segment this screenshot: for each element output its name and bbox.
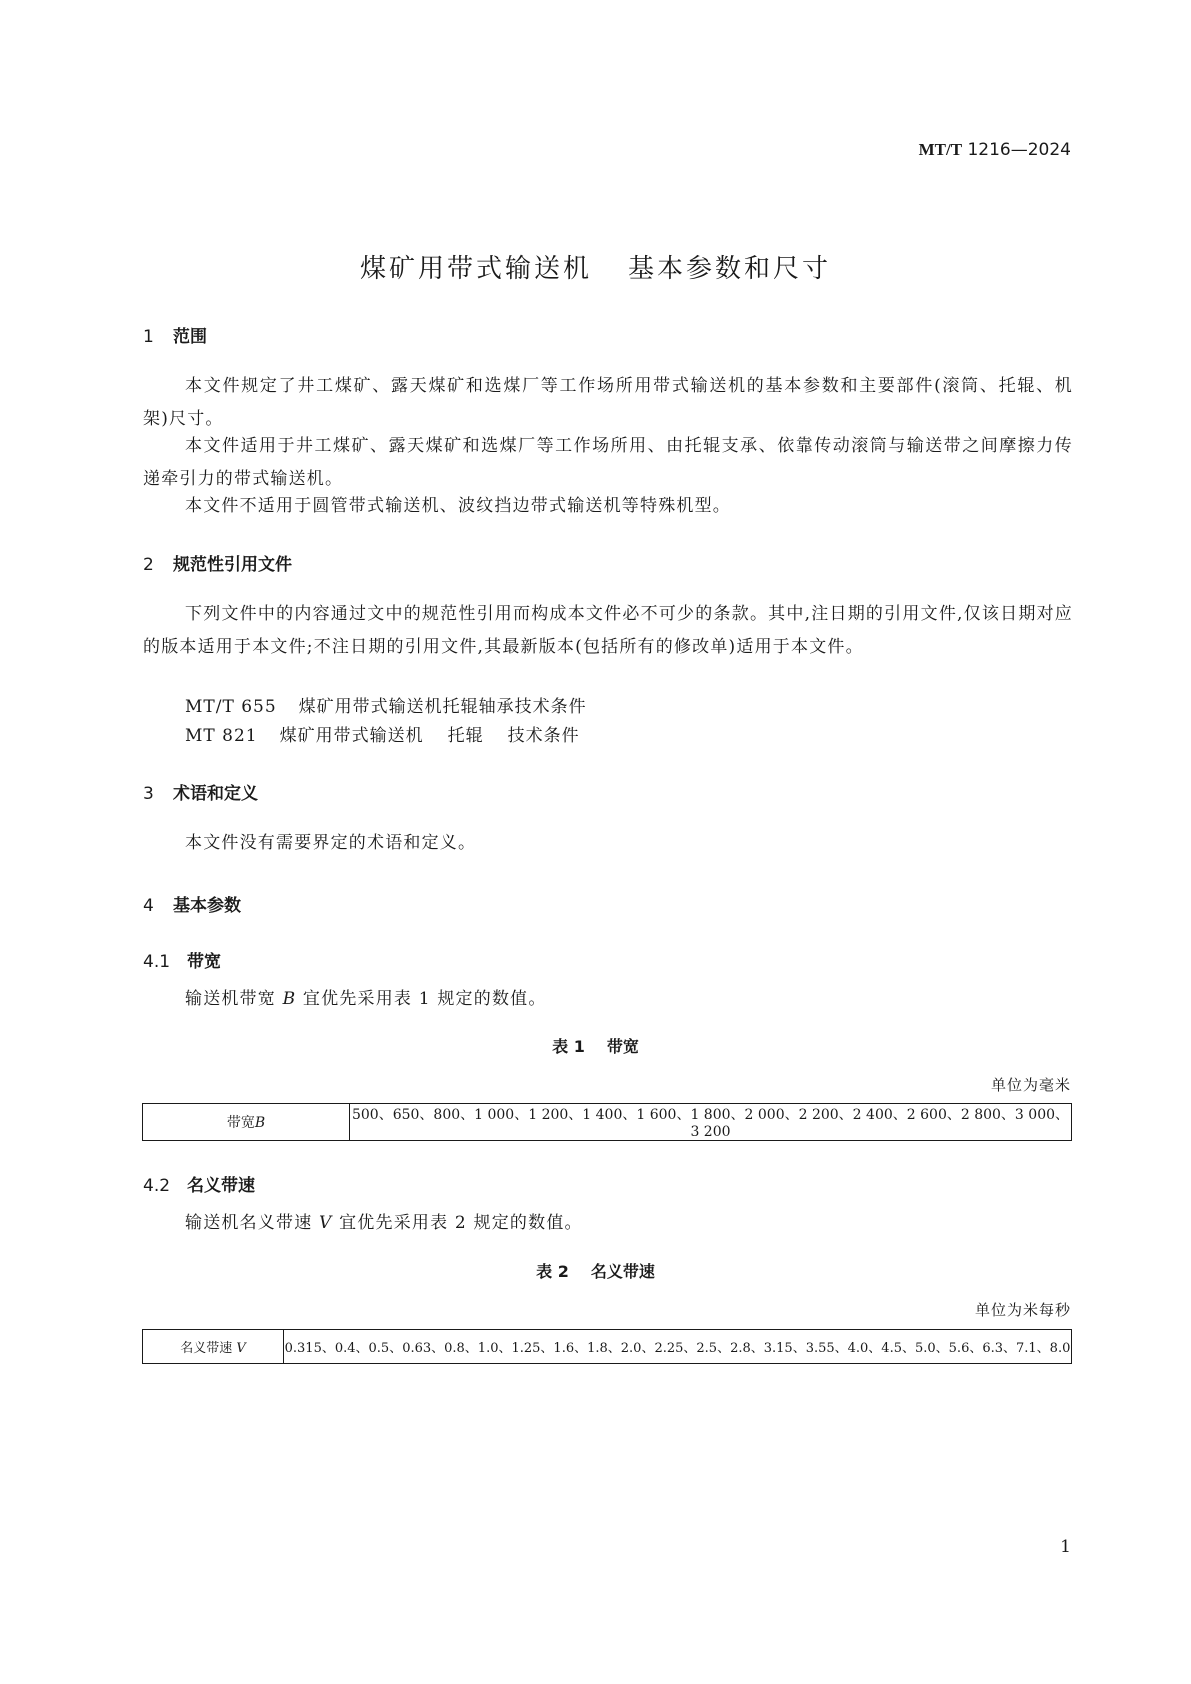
reference-item: MT 821 煤矿用带式输送机 托辊 技术条件: [185, 726, 580, 746]
section-4-heading: 4 基本参数: [143, 896, 241, 916]
table-1-label: 带宽B: [143, 1104, 350, 1141]
section-4-1-text: 输送机带宽 B 宜优先采用表 1 规定的数值。: [185, 989, 547, 1009]
table-1-unit: 单位为毫米: [990, 1076, 1071, 1094]
section-1-para-1: 本文件规定了井工煤矿、露天煤矿和选煤厂等工作场所用带式输送机的基本参数和主要部件(滚筒、托辊、机架)尺寸。: [143, 376, 1073, 429]
section-1-para-3: 本文件不适用于圆管带式输送机、波纹挡边带式输送机等特殊机型。: [185, 496, 731, 516]
table-2-caption: 表 2 名义带速: [536, 1262, 655, 1281]
table-1: [142, 1103, 1072, 1141]
table-2: [142, 1329, 1072, 1364]
page-number: 1: [1060, 1537, 1071, 1557]
section-4-2-text: 输送机名义带速 V 宜优先采用表 2 规定的数值。: [185, 1213, 583, 1233]
table-2-label: 名义带速 V: [143, 1330, 284, 1364]
section-2-intro: 下列文件中的内容通过文中的规范性引用而构成本文件必不可少的条款。其中,注日期的引用文件,仅该日期对应的版本适用于本文件;不注日期的引用文件,其最新版本(包括所有的修改单)适用于本文件。: [143, 604, 1073, 657]
section-4-1-heading: 4.1 带宽: [143, 952, 221, 972]
section-1-heading: 1 范围: [143, 327, 207, 347]
document-id: [919, 140, 1071, 160]
table-1-caption: 表 1 带宽: [552, 1037, 639, 1056]
section-3-text: 本文件没有需要界定的术语和定义。: [185, 833, 477, 853]
table-2-values: 0.315、0.4、0.5、0.63、0.8、1.0、1.25、1.6、1.8、2.0、2.25、2.5、2.8、3.15、3.55、4.0、4.5、5.0、5.6、6.3、7.1、8.0: [284, 1330, 1072, 1364]
page-title: [0, 248, 1191, 285]
title-part-1: 煤矿用带式输送机: [359, 254, 592, 284]
document-prefix: MT/T: [918, 140, 963, 159]
section-3-heading: 3 术语和定义: [143, 784, 258, 804]
title-part-2: 基本参数和尺寸: [628, 254, 832, 284]
table-1-values: 500、650、800、1 000、1 200、1 400、1 600、1 800、2 000、2 200、2 400、2 600、2 800、3 000、3 200: [350, 1104, 1072, 1141]
reference-item: MT/T 655 煤矿用带式输送机托辊轴承技术条件: [185, 697, 587, 717]
table-2-unit: 单位为米每秒: [974, 1301, 1071, 1319]
table-row: [143, 1104, 1072, 1141]
section-4-2-heading: 4.2 名义带速: [143, 1176, 255, 1196]
table-row: [143, 1330, 1072, 1364]
section-1-para-2: 本文件适用于井工煤矿、露天煤矿和选煤厂等工作场所用、由托辊支承、依靠传动滚筒与输送带之间摩擦力传递牵引力的带式输送机。: [143, 436, 1073, 489]
section-2-heading: 2 规范性引用文件: [143, 555, 292, 575]
document-number: 1216—2024: [967, 140, 1071, 160]
